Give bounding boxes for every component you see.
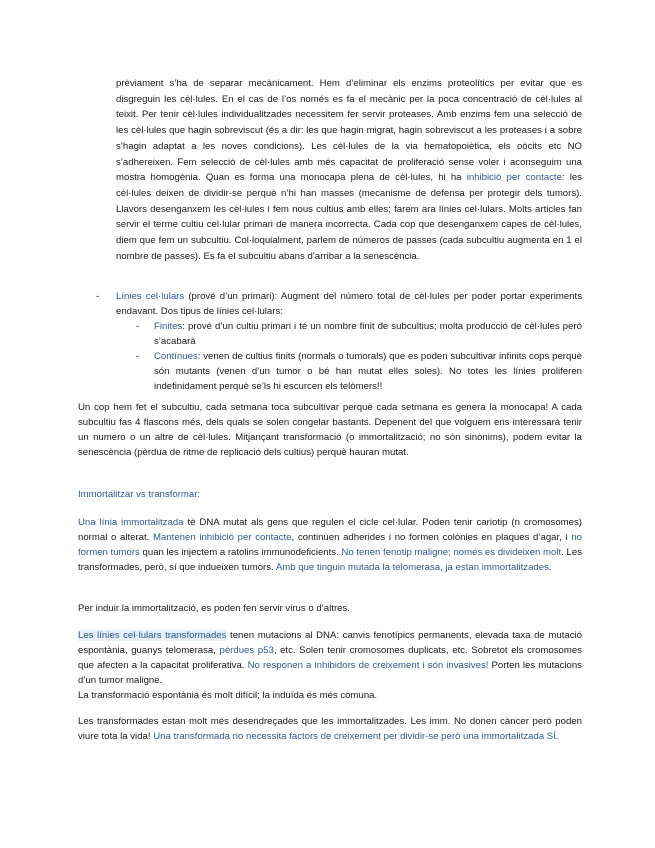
transformades-term: Les línies cel·lulars transformades <box>78 630 227 641</box>
list-dash: - <box>96 291 100 302</box>
cell-lines-list <box>96 289 582 394</box>
final-paragraph: Les transformades estan molt més desendreçades que les immortalitzades. Les imm. No donen càncer però poden viure tota la vida! Una transformada no necessita factors de creixement per dividir-se però una immortalitzada SÍ. <box>78 716 582 742</box>
subcultiu-paragraph: Un cop hem fet el subcultiu, cada setmana toca subcultivar perquè cada setmana es genera la monocapa! A cada subcultiu fas 4 flascons més, dels quals se solen congelar bastants. Depenent del que volguem ens interessarà tenir un numero o un altre de cèl·lules. Mitjançant transformació (o immortalització; no són sinònims), podem evitar la senescència (pèrdua de ritme de replicació dels cultius) perquè hauran mutat. <box>78 402 582 458</box>
intro-paragraph: prèviament s’ha de separar mecànicament. Hem d’eliminar els enzims proteolítics per evitar que es disgreguin les cèl·lules. En el cas de l’os només es fa el mecànic per la poca concentració de cèl·lules al teixit. Per tenir cèl·lules individualitzades necessitem fer servir proteases. Amb enzims fem una selecció de les cèl·lules que hagin sobreviscut (és a dir: les que hagin migrat, hagin sobreviscut a les proteases i a sobre s’hagin adaptat a les noves condicions). Les cèl·lules de la via hematopoiètica, els oòcits etc NO s’adhereixen. Fem selecció de cèl·lules amb més capacitat de proliferació sense voler i aconseguim una mostra homogènia. Quan es forma una monocapa plena de cèl·lules, hi ha inhibició per contacte: les cèl·lules deixen de dividir-se perquè n’hi han masses (mecanisme de defensa per protegir dels tumors). Llavors desenganxem les cèl·lules i fem nous cultius amb elles; farem ara línies cel·lulars. Molts articles fan servir el terme cultiu cel·lular primari de manera incorrecta. Cada cop que desenganxem capes de cèl·lules, diem que fem un subcultiu. Col·loquialment, parlem de números de passes (cada subcultiu augmenta en 1 el nombre de passes). Es fa el subcultiu abans d’arribar a la senescència. <box>116 78 582 262</box>
cell-lines-sublist <box>116 319 582 394</box>
factors-creixement-phrase: Una transformada no necessita factors de creixement per dividir-se però una immortalitzada SÍ <box>153 731 556 742</box>
telomerasa-phrase: Amb que tinguin mutada la telomerasa, ja estan immortalitzades <box>275 562 549 573</box>
list-item-linies-cellulars: - Línies cel·lulars (prové d’un primari): Augment del número total de cèl·lules per poder portar experiments endavant. Dos tipus de línies cel·lulars: - Finites: prové d’un cultiu primari i té un nombre finit de subcultius; molta producció de cèl·lules però s’acabarà - Contínues: venen de cultius finits (normals o tumorals) que es poden subcultivar infinits cops perquè són mutants (venen d’un tumor o bé han mutat elles soles). No totes les línies proliferen indefinidament perquè se’ls hi escurcen els telòmers!! <box>96 291 582 392</box>
no-formen-tumors-phrase: no formen tumors <box>78 532 582 558</box>
virus-paragraph: Per induir la immortalització, es poden fen servir virus o d’altres. <box>78 603 350 614</box>
finites-term: Finites <box>154 321 183 332</box>
list-item-continues: - Contínues: venen de cultius finits (normals o tumorals) que es poden subcultivar infinits cops perquè són mutants (venen d’un tumor o bé han mutat elles soles). No totes les línies proliferen indefinidament perquè se’ls hi escurcen els telòmers!! <box>136 351 582 392</box>
continues-term: Contínues <box>154 351 198 362</box>
inhibicio-contacte-term: inhibició per contacte <box>466 172 562 184</box>
transformacio-line: La transformació espontània és molt difícil; la induïda és més comuna. <box>78 690 378 701</box>
immortalitzada-paragraph: Una línia immortalitzada té DNA mutat als gens que regulen el cicle cel·lular. Poden tenir cariotip (n cromosomes) normal o alterat. Mantenen inhibició per contacte, continuen adherides i no formen colònies en plaques d’agar, i no formen tumors quan les injectem a ratolins immunodeficients. No tenen fenotip maligne; només es divideixen molt. Les transformades, però, sí que indueixen tumors. Amb que tinguin mutada la telomerasa, ja estan immortalitzades. <box>78 517 582 573</box>
list-item-finites: - Finites: prové d’un cultiu primari i té un nombre finit de subcultius; molta producció de cèl·lules però s’acabarà <box>136 321 582 347</box>
transformades-paragraph: Les línies cel·lulars transformades tenen mutacions al DNA: canvis fenotípics permanents, elevada taxa de mutació espontània, guanys telomerasa, pèrdues p53, etc. Solen tenir cromosomes duplicats, etc. Sobretot els cromosomes que afecten a la capacitat proliferativa. No responen a inhibidors de creixement i són invasives! Porten les mutacions d’un tumor maligne. La transformació espontània és molt difícil; la induïda és més comuna. <box>78 630 583 701</box>
list-dash: - <box>136 321 140 332</box>
section-heading: Immortalitzar vs transformar: <box>78 489 201 500</box>
no-tenen-fenotip-phrase: No tenen fenotip maligne; només es divideixen molt <box>341 547 562 558</box>
linies-cellulars-term: Línies cel·lulars <box>116 291 185 302</box>
perdues-p53-phrase: pèrdues p53 <box>219 645 274 656</box>
no-responen-phrase: No responen a inhibidors de creixement i són invasives! <box>247 660 489 671</box>
mantenen-inhibicio-phrase: Mantenen inhibició per contacte <box>153 532 292 543</box>
immortalitzada-term: Una línia immortalitzada <box>78 517 184 528</box>
list-dash: - <box>136 351 140 362</box>
